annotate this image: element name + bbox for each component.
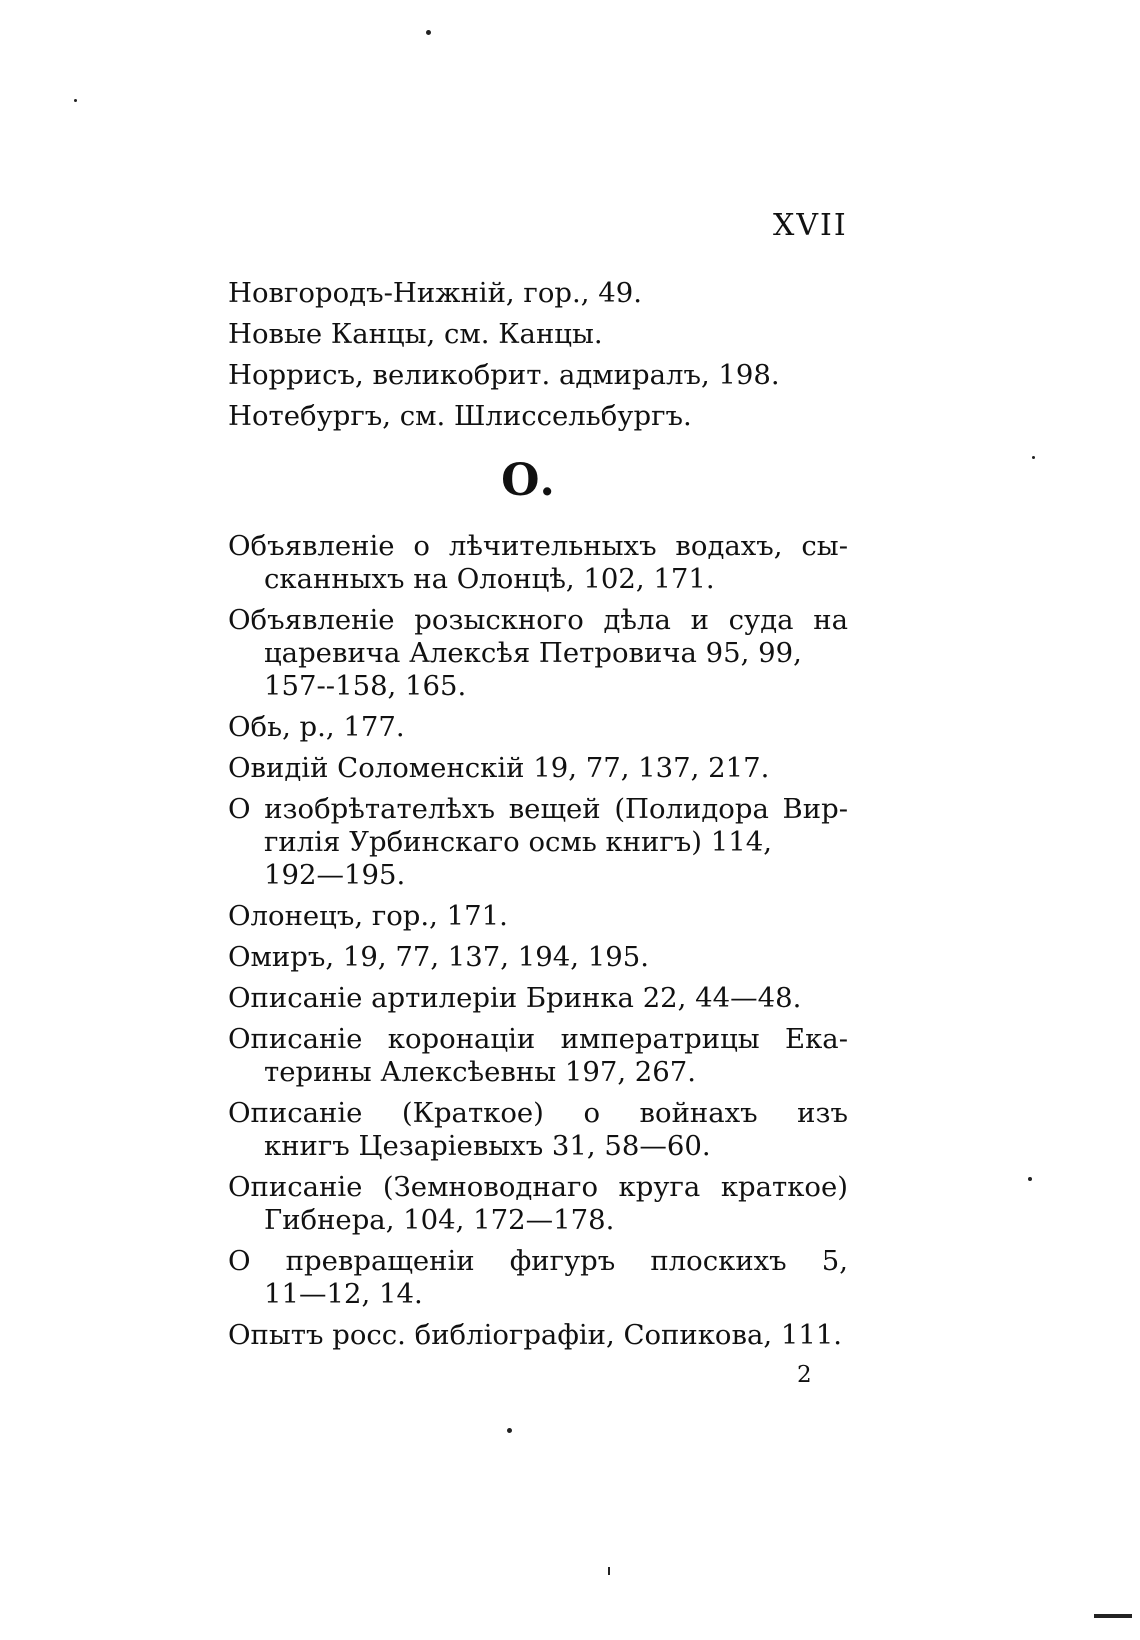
- index-entry: Описанiе артилерiи Бринка 22, 44—48.: [228, 982, 802, 1014]
- index-entry: Описанiе (Земноводнаго круга краткое) Гибнера, 104, 172—178.: [228, 1171, 848, 1236]
- index-entry: Объявленiе розыскного дѣла и суда на царевича Алексѣя Петровича 95, 99, 157--158, 165.: [228, 604, 848, 702]
- index-entry: Описанiе (Краткое) о войнахъ изъ книгъ Цезарiевыхъ 31, 58—60.: [228, 1097, 848, 1162]
- index-entry: Олонецъ, гор., 171.: [228, 900, 508, 932]
- scan-speck: [1032, 456, 1035, 459]
- index-entry: Опытъ росс. библiографiи, Сопикова, 111.: [228, 1319, 843, 1351]
- signature-mark: 2: [797, 1362, 812, 1388]
- index-entry: Овидiй Соломенскiй 19, 77, 137, 217.: [228, 752, 770, 784]
- index-entries: [228, 277, 848, 1360]
- index-entry: Новгородъ-Нижнiй, гор., 49.: [228, 277, 642, 309]
- page-number: XVII: [773, 208, 848, 243]
- index-entry: Омиръ, 19, 77, 137, 194, 195.: [228, 941, 649, 973]
- index-entry: Новые Канцы, см. Канцы.: [228, 318, 603, 350]
- scan-speck: [74, 99, 77, 102]
- scan-speck: [507, 1428, 512, 1433]
- index-entry: О изобрѣтателѣхъ вещей (Полидора Вир- гилiя Урбинскаго осмь книгъ) 114, 192—195.: [228, 793, 848, 891]
- index-entry: Норрисъ, великобрит. адмиралъ, 198.: [228, 359, 780, 391]
- index-entry: О превращенiи фигуръ плоскихъ 5, 11—12, 14.: [228, 1245, 848, 1310]
- index-entry: Объявленiе о лѣчительныхъ водахъ, сы- сканныхъ на Олонцѣ, 102, 171.: [228, 530, 848, 595]
- index-entry: Описанiе коронацiи императрицы Ека- терины Алексѣевны 197, 267.: [228, 1023, 848, 1088]
- scan-speck: [608, 1567, 610, 1575]
- scan-speck: [1028, 1177, 1032, 1181]
- section-letter-heading: О.: [501, 455, 555, 506]
- index-entry: Нотебургъ, см. Шлиссельбургъ.: [228, 400, 692, 432]
- scan-speck: [426, 30, 431, 35]
- scan-speck: [1094, 1614, 1132, 1618]
- index-entry: Обь, р., 177.: [228, 711, 405, 743]
